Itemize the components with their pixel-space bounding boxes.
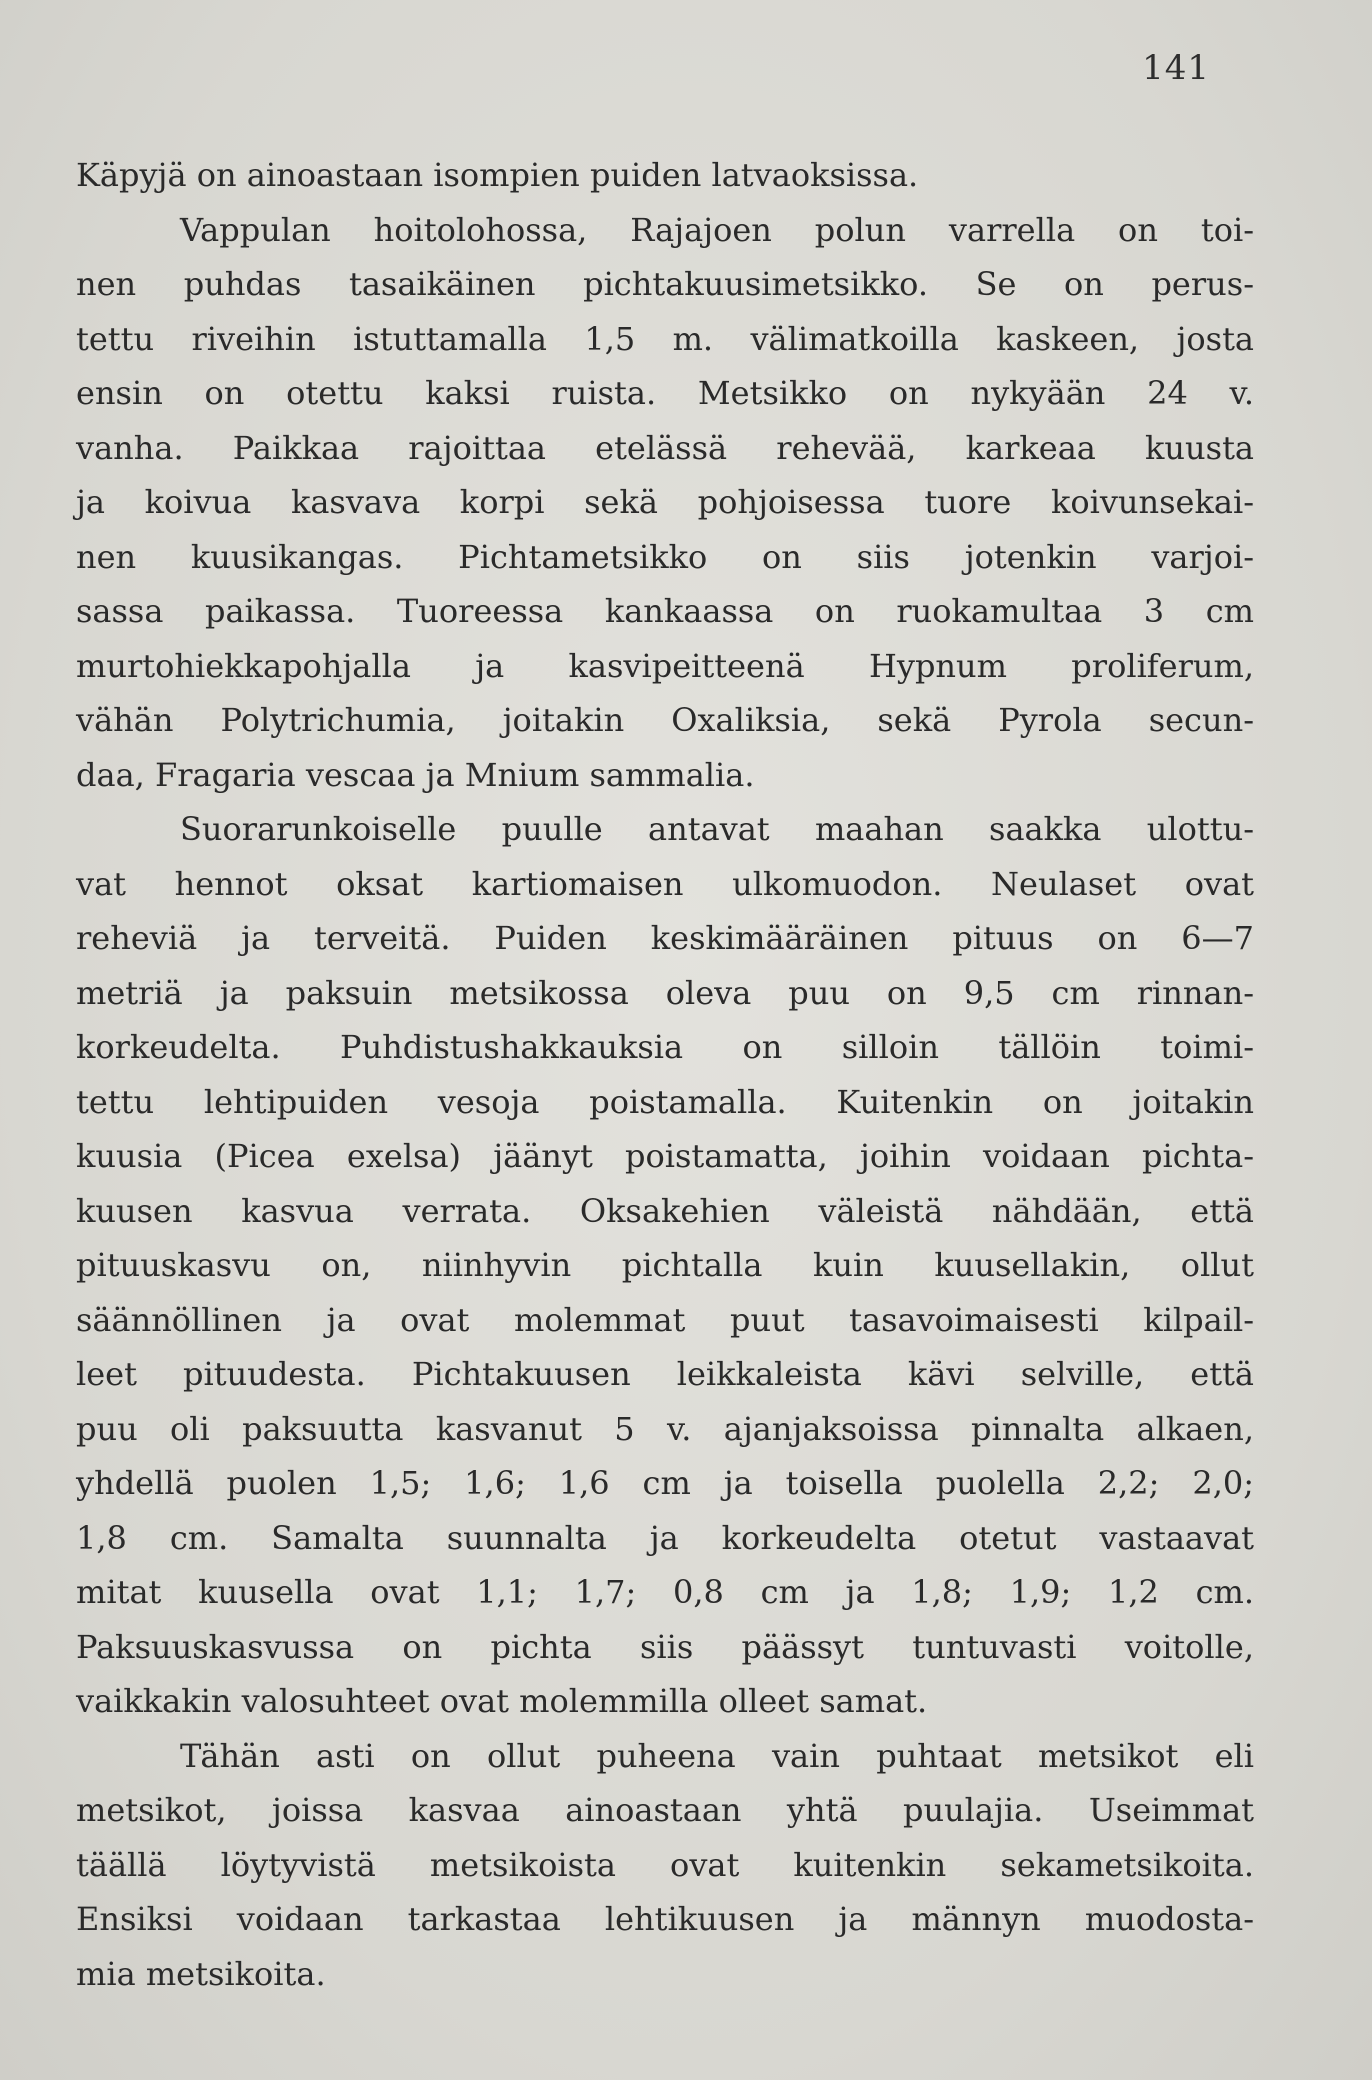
text-line: metsikot, joissa kasvaa ainoastaan yhtä puulajia. Useimmat	[76, 1791, 1254, 1829]
text-line: Vappulan hoitolohossa, Rajajoen polun varrella on toi-	[180, 210, 1254, 249]
text-line: metriä ja paksuin metsikossa oleva puu on 9,5 cm rinnan-	[76, 973, 1254, 1012]
text-line: sassa paikassa. Tuoreessa kankaassa on ruokamultaa 3 cm	[76, 592, 1254, 630]
text-line: tettu riveihin istuttamalla 1,5 m. välimatkoilla kaskeen, josta	[76, 319, 1254, 358]
text-line: Käpyjä on ainoastaan isompien puiden latvaoksissa.	[76, 156, 919, 194]
text-line: pituuskasvu on, niinhyvin pichtalla kuin kuusellakin, ollut	[76, 1246, 1254, 1284]
text-line: nen puhdas tasaikäinen pichtakuusimetsikko. Se on perus-	[76, 265, 1254, 303]
text-line: kuusia (Picea exelsa) jäänyt poistamatta, joihin voidaan pichta-	[76, 1137, 1254, 1175]
text-line: reheviä ja terveitä. Puiden keskimääräinen pituus on 6—7	[76, 919, 1254, 957]
text-line: täällä löytyvistä metsikoista ovat kuitenkin sekametsikoita.	[76, 1845, 1254, 1884]
text-line: mitat kuusella ovat 1,1; 1,7; 0,8 cm ja 1,8; 1,9; 1,2 cm.	[76, 1573, 1254, 1611]
text-line: Paksuuskasvussa on pichta siis päässyt tuntuvasti voitolle,	[76, 1627, 1254, 1666]
text-line: vaikkakin valosuhteet ovat molemmilla olleet samat.	[76, 1682, 928, 1720]
text-line: kuusen kasvua verrata. Oksakehien väleistä nähdään, että	[76, 1191, 1254, 1230]
page-number: 141	[1142, 48, 1210, 88]
text-line: vanha. Paikkaa rajoittaa etelässä rehevää, karkeaa kuusta	[76, 428, 1254, 467]
text-line: vat hennot oksat kartiomaisen ulkomuodon. Neulaset ovat	[76, 864, 1254, 903]
body-text	[76, 148, 1254, 2001]
text-line: ja koivua kasvava korpi sekä pohjoisessa tuore koivunsekai-	[76, 483, 1254, 521]
text-line: Ensiksi voidaan tarkastaa lehtikuusen ja männyn muodosta-	[76, 1900, 1254, 1938]
text-line: murtohiekkapohjalla ja kasvipeitteenä Hypnum proliferum,	[76, 646, 1254, 685]
text-line: mia metsikoita.	[76, 1954, 326, 1993]
text-line: 1,8 cm. Samalta suunnalta ja korkeudelta otetut vastaavat	[76, 1518, 1254, 1557]
text-line: daa, Fragaria vescaa ja Mnium sammalia.	[76, 755, 755, 794]
text-line: korkeudelta. Puhdistushakkauksia on silloin tällöin toimi-	[76, 1028, 1254, 1066]
text-line: nen kuusikangas. Pichtametsikko on siis jotenkin varjoi-	[76, 537, 1254, 576]
text-line: Tähän asti on ollut puheena vain puhtaat metsikot eli	[180, 1736, 1254, 1775]
text-line: puu oli paksuutta kasvanut 5 v. ajanjaksoissa pinnalta alkaen,	[76, 1409, 1254, 1448]
text-line: Suorarunkoiselle puulle antavat maahan saakka ulottu-	[180, 810, 1254, 848]
text-line: yhdellä puolen 1,5; 1,6; 1,6 cm ja toisella puolella 2,2; 2,0;	[76, 1464, 1254, 1502]
text-line: tettu lehtipuiden vesoja poistamalla. Kuitenkin on joitakin	[76, 1082, 1254, 1121]
text-line: leet pituudesta. Pichtakuusen leikkaleista kävi selville, että	[76, 1355, 1254, 1393]
text-line: säännöllinen ja ovat molemmat puut tasavoimaisesti kilpail-	[76, 1300, 1254, 1339]
text-line: ensin on otettu kaksi ruista. Metsikko on nykyään 24 v.	[76, 374, 1254, 412]
text-line: vähän Polytrichumia, joitakin Oxaliksia, sekä Pyrola secun-	[76, 701, 1254, 739]
